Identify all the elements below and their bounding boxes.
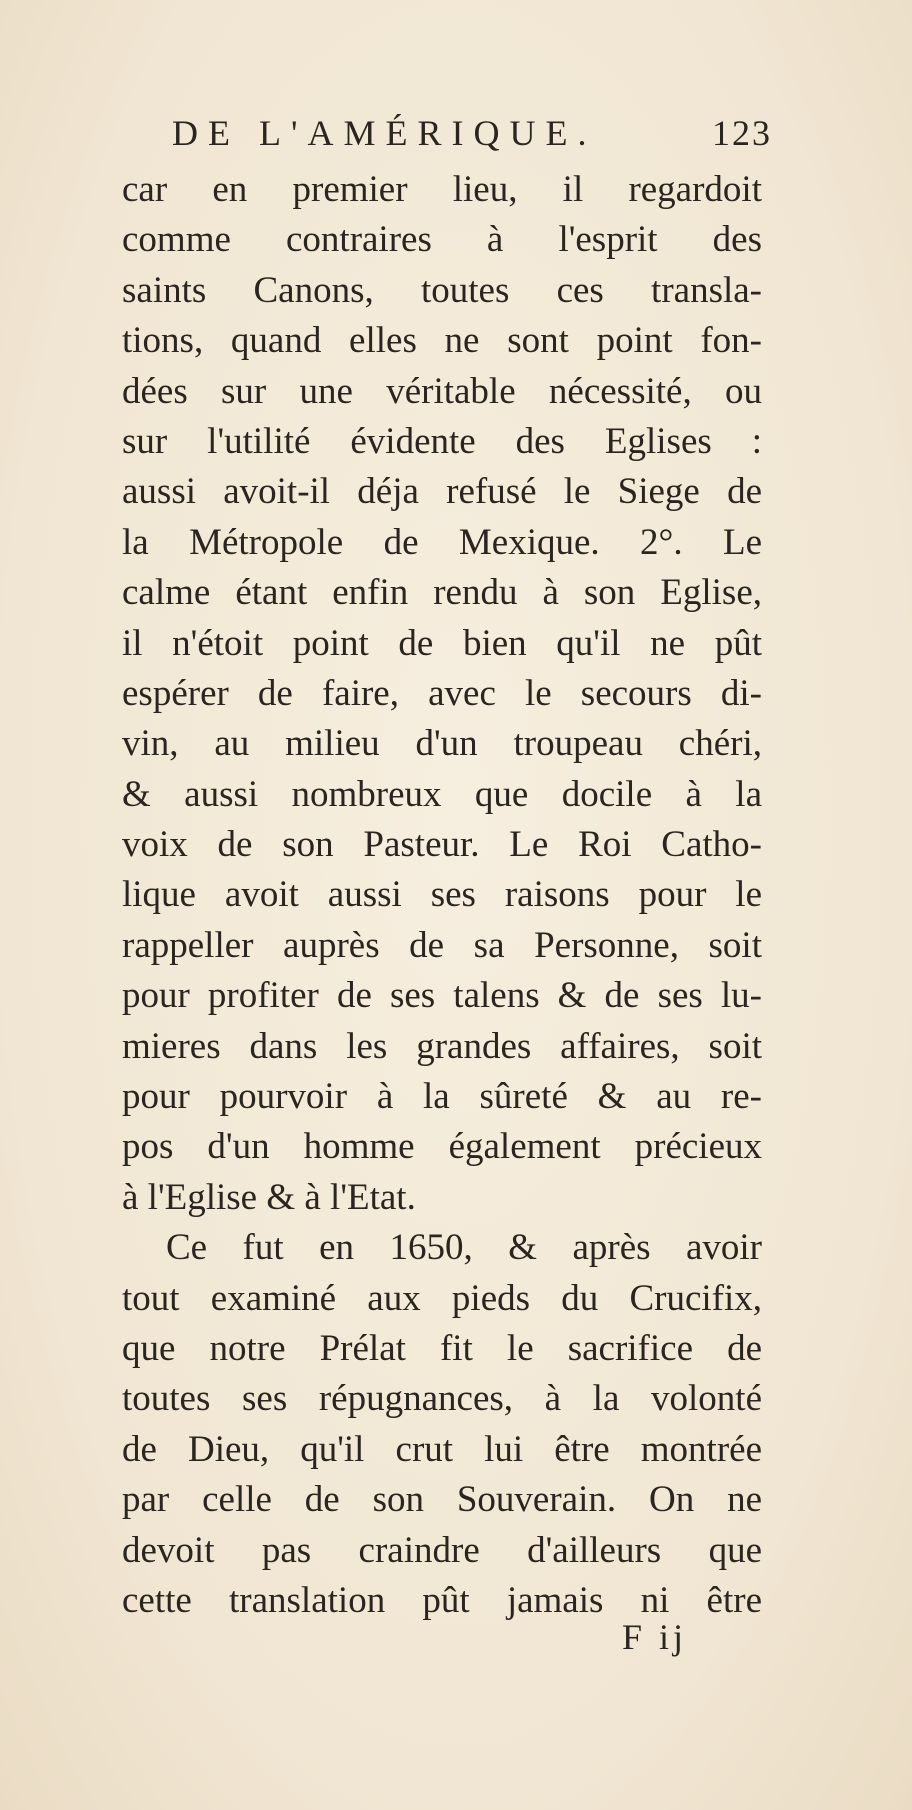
text-line: dées sur une véritable nécessité, ou: [122, 370, 762, 412]
text-line: mieres dans les grandes affaires, soit: [122, 1025, 762, 1067]
text-line: pos d'un homme également précieux: [122, 1126, 762, 1168]
text-line: par celle de son Souverain. On ne: [122, 1479, 762, 1521]
text-line: saints Canons, toutes ces transla-: [122, 269, 762, 311]
text-line: comme contraires à l'esprit des: [122, 219, 762, 261]
text-line: espérer de faire, avec le secours di-: [122, 672, 762, 714]
text-line: la Métropole de Mexique. 2°. Le: [122, 521, 762, 563]
text-line: car en premier lieu, il regardoit: [122, 169, 762, 210]
text-line: vin, au milieu d'un troupeau chéri,: [122, 723, 762, 765]
running-title: DE L'AMÉRIQUE.: [172, 113, 597, 153]
paragraph-end-line: à l'Eglise & à l'Etat.: [122, 1176, 416, 1218]
text-line: rappeller auprès de sa Personne, soit: [122, 924, 762, 966]
page-number: 123: [712, 113, 772, 153]
text-line: il n'étoit point de bien qu'il ne pût: [122, 622, 762, 664]
text-line: cette translation pût jamais ni être: [122, 1579, 762, 1621]
text-line: tions, quand elles ne sont point fon-: [122, 320, 762, 362]
text-line: tout examiné aux pieds du Crucifix,: [122, 1277, 762, 1319]
text-line: pour profiter de ses talens & de ses lu-: [122, 975, 762, 1017]
text-line: voix de son Pasteur. Le Roi Catho-: [122, 824, 762, 866]
body-text: [122, 165, 762, 1626]
text-line: toutes ses répugnances, à la volonté: [122, 1378, 762, 1420]
text-line: lique avoit aussi ses raisons pour le: [122, 874, 762, 916]
text-line: & aussi nombreux que docile à la: [122, 773, 762, 815]
page-header: [172, 112, 772, 166]
text-line: aussi avoit-il déja refusé le Siege de: [122, 471, 762, 513]
text-line: que notre Prélat fit le sacrifice de: [122, 1327, 762, 1369]
text-line: de Dieu, qu'il crut lui être montrée: [122, 1428, 762, 1470]
text-line: sur l'utilité évidente des Eglises :: [122, 420, 762, 462]
text-line: pour pourvoir à la sûreté & au re-: [122, 1076, 762, 1118]
text-line: calme étant enfin rendu à son Eglise,: [122, 572, 762, 614]
paragraph-start-line: Ce fut en 1650, & après avoir: [166, 1227, 762, 1269]
signature-mark: F ij: [622, 1617, 688, 1657]
text-line: devoit pas craindre d'ailleurs que: [122, 1529, 762, 1571]
